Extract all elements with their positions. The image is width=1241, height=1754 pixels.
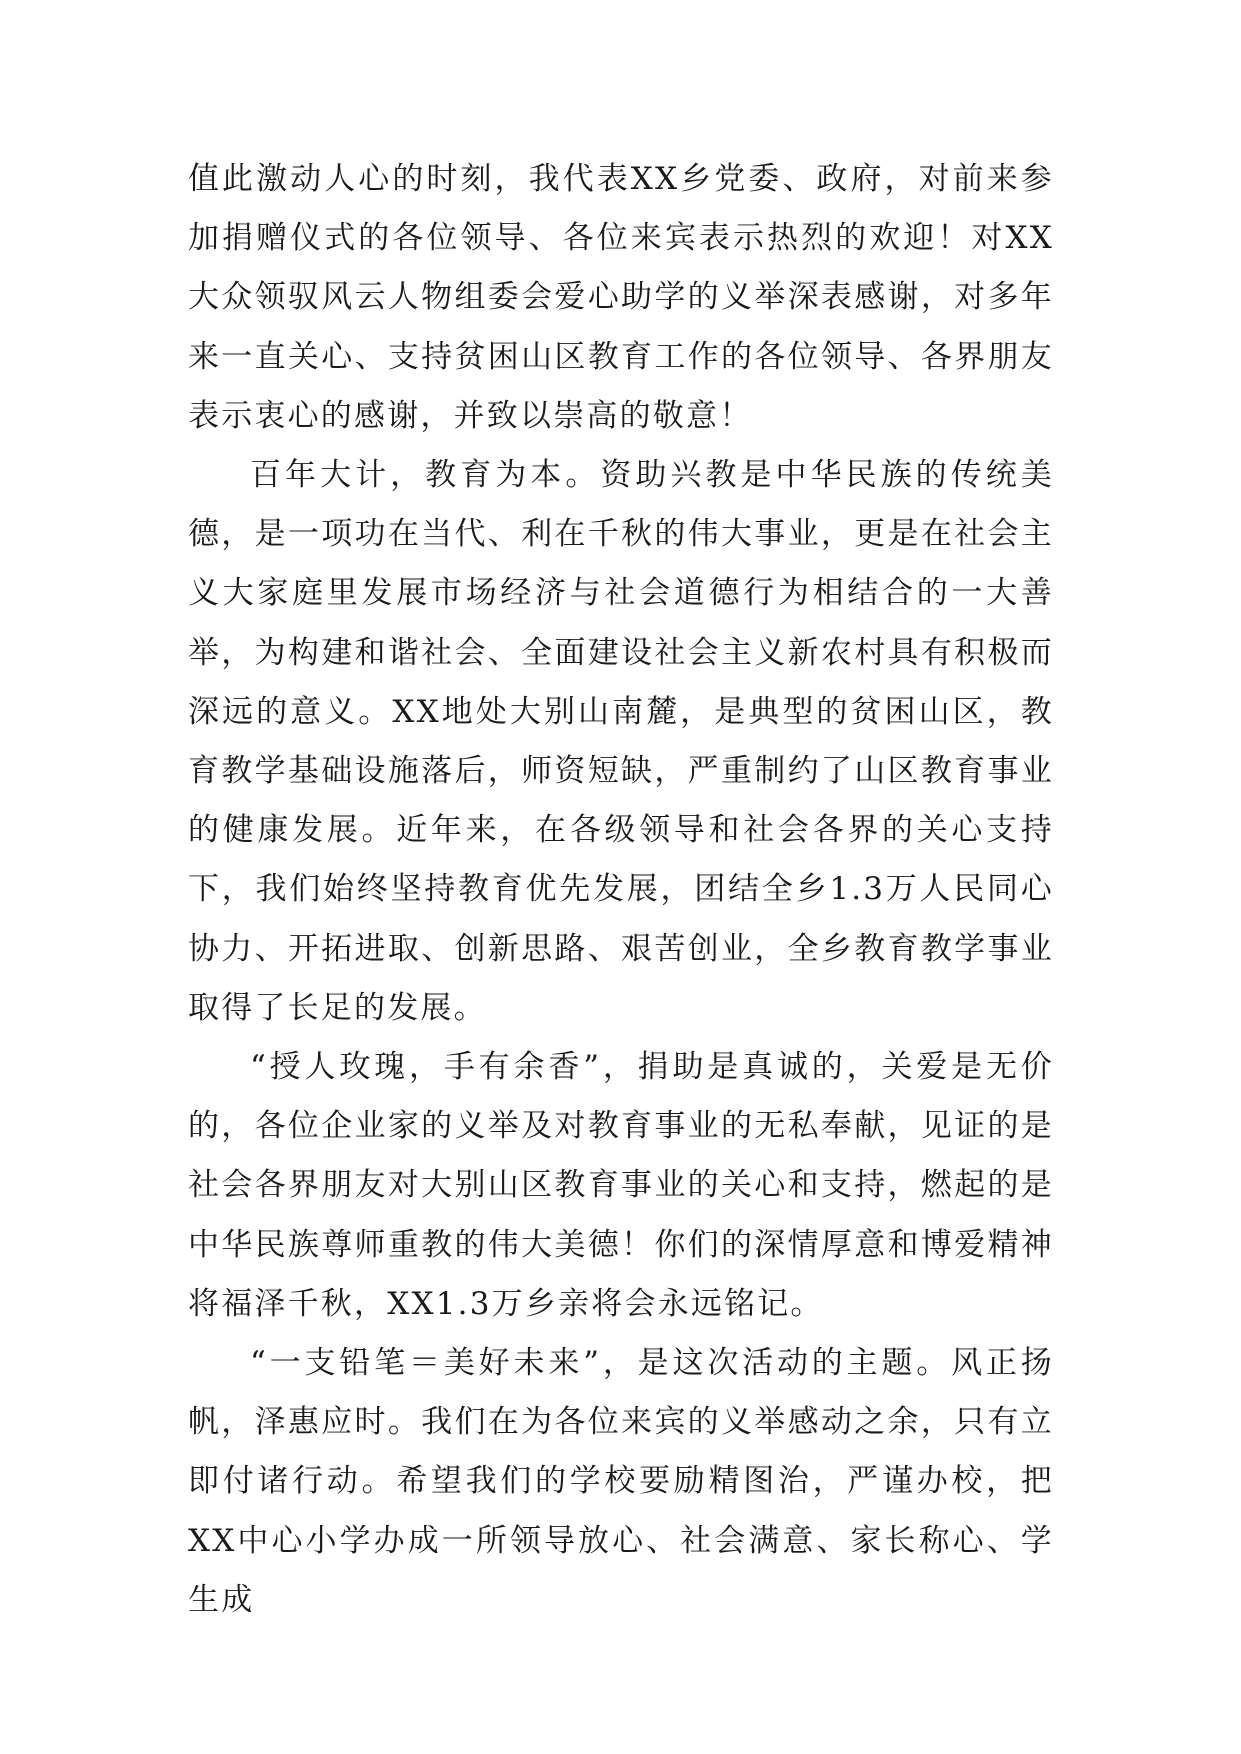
paragraph-welcome: 值此激动人心的时刻，我代表XX乡党委、政府，对前来参加捐赠仪式的各位领导、各位来宾表示热烈的欢迎！对XX大众领驭风云人物组委会爱心助学的义举深表感谢，对多年来一直关心、支持贫困山区教育工作的各位领导、各界朋友表示衷心的感谢，并致以崇高的敬意！	[188, 161, 1054, 434]
paragraph-theme: “一支铅笔＝美好未来”，是这次活动的主题。风正扬帆，泽惠应时。我们在为各位来宾的义举感动之余，只有立即付诸行动。希望我们的学校要励精图治，严谨办校，把XX中心小学办成一所领导放心、社会满意、家长称心、学生成	[188, 1345, 1054, 1618]
paragraph-education: 百年大计，教育为本。资助兴教是中华民族的传统美德，是一项功在当代、利在千秋的伟大事业，更是在社会主义大家庭里发展市场经济与社会道德行为相结合的一大善举，为构建和谐社会、全面建设社会主义新农村具有积极而深远的意义。XX地处大别山南麓，是典型的贫困山区，教育教学基础设施落后，师资短缺，严重制约了山区教育事业的健康发展。近年来，在各级领导和社会各界的关心支持下，我们始终坚持教育优先发展，团结全乡1.3万人民同心协力、开拓进取、创新思路、艰苦创业，全乡教育教学事业取得了长足的发展。	[188, 457, 1054, 1026]
paragraph-donation: “授人玫瑰，手有余香”，捐助是真诚的，关爱是无价的，各位企业家的义举及对教育事业的无私奉献，见证的是社会各界朋友对大别山区教育事业的关心和支持，燃起的是中华民族尊师重教的伟大美德！你们的深情厚意和博爱精神将福泽千秋，XX1.3万乡亲将会永远铭记。	[188, 1049, 1054, 1322]
document-body	[188, 150, 1054, 1630]
